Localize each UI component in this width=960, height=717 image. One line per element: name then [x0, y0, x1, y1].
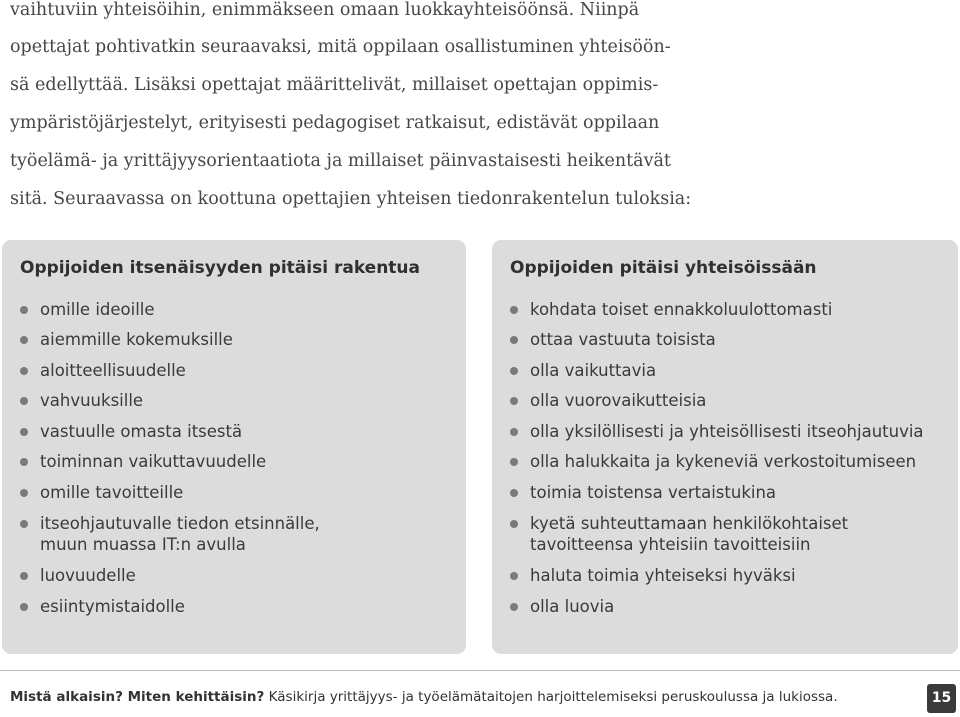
bullet-icon — [20, 572, 28, 580]
bullet-icon — [20, 520, 28, 528]
list-item — [20, 482, 183, 503]
list-item — [510, 421, 924, 442]
list-item — [20, 299, 155, 320]
bullet-icon — [510, 520, 518, 528]
list-item-text: vahvuuksille — [40, 391, 144, 410]
autonomy-box — [2, 240, 466, 654]
paragraph-line: sitä. Seuraavassa on koottuna opettajien yhteisen tiedonrakentelun tuloksia: — [10, 189, 692, 209]
community-box — [492, 240, 958, 654]
bullet-icon — [20, 397, 28, 405]
bullet-icon — [20, 367, 28, 375]
bullet-icon — [510, 603, 518, 611]
list-item-text: luovuudelle — [40, 566, 136, 585]
bullet-icon — [20, 489, 28, 497]
list-item — [510, 482, 776, 503]
bullet-icon — [510, 428, 518, 436]
bullet-icon — [20, 428, 28, 436]
list-item-text: olla luovia — [530, 597, 615, 616]
list-item — [510, 299, 832, 320]
bullet-icon — [20, 603, 28, 611]
list-item — [20, 513, 320, 555]
list-item — [20, 451, 266, 472]
footer — [10, 689, 838, 705]
bullet-icon — [20, 336, 28, 344]
list-item-text: esiintymistaidolle — [40, 597, 185, 616]
bullet-icon — [510, 572, 518, 580]
list-item — [20, 360, 186, 381]
list-item-text: olla vaikuttavia — [530, 361, 657, 380]
list-item — [20, 390, 143, 411]
list-item-text: aiemmille kokemuksille — [40, 330, 233, 349]
list-item — [20, 329, 233, 350]
footer-series-title: Mistä alkaisin? Miten kehittäisin? — [10, 689, 265, 705]
list-item — [510, 451, 916, 472]
paragraph-line: sä edellyttää. Lisäksi opettajat määrittelivät, millaiset opettajan oppimis- — [10, 75, 659, 95]
list-item — [510, 390, 706, 411]
footer-book-title: Käsikirja yrittäjyys- ja työelämätaitojen harjoittelemiseksi peruskoulussa ja lukiossa. — [264, 689, 838, 705]
list-item-text: ottaa vastuuta toisista — [530, 330, 716, 349]
list-item-text: kyetä suhteuttamaan henkilökohtaiset tavoitteensa yhteisiin tavoitteisiin — [530, 514, 849, 554]
paragraph-line: vaihtuviin yhteisöihin, enimmäkseen omaan luokkayhteisöönsä. Niinpä — [10, 0, 640, 20]
list-item — [20, 421, 242, 442]
list-item-text: aloitteellisuudelle — [40, 361, 186, 380]
page-number-badge: 15 — [927, 684, 956, 713]
bullet-icon — [510, 458, 518, 466]
list-item-text: kohdata toiset ennakkoluulottomasti — [530, 300, 833, 319]
paragraph-line: ympäristöjärjestelyt, erityisesti pedagogiset ratkaisut, edistävät oppilaan — [10, 113, 660, 133]
list-item — [20, 596, 185, 617]
list-item-text: haluta toimia yhteiseksi hyväksi — [530, 566, 796, 585]
list-item-text: toiminnan vaikuttavuudelle — [40, 452, 267, 471]
list-item-text: vastuulle omasta itsestä — [40, 422, 243, 441]
bullet-icon — [20, 306, 28, 314]
list-item — [510, 360, 656, 381]
autonomy-box-title: Oppijoiden itsenäisyyden pitäisi rakentua — [20, 258, 420, 278]
list-item-text: toimia toistensa vertaistukina — [530, 483, 777, 502]
list-item-text: itseohjautuvalle tiedon etsinnälle, muun muassa IT:n avulla — [40, 514, 320, 554]
bullet-icon — [510, 397, 518, 405]
community-box-title: Oppijoiden pitäisi yhteisöissään — [510, 258, 817, 278]
list-item-text: omille tavoitteille — [40, 483, 184, 502]
paragraph-line: työelämä- ja yrittäjyysorientaatiota ja millaiset päinvastaisesti heikentävät — [10, 151, 671, 171]
paragraph-line: opettajat pohtivatkin seuraavaksi, mitä oppilaan osallistuminen yhteisöön- — [10, 37, 671, 57]
bullet-icon — [510, 306, 518, 314]
list-item — [20, 565, 136, 586]
list-item — [510, 565, 796, 586]
bullet-icon — [510, 367, 518, 375]
list-item-text: omille ideoille — [40, 300, 155, 319]
footer-divider — [0, 670, 960, 671]
bullet-icon — [510, 336, 518, 344]
bullet-icon — [20, 458, 28, 466]
list-item — [510, 513, 848, 555]
list-item — [510, 329, 716, 350]
list-item-text: olla yksilöllisesti ja yhteisöllisesti itseohjautuvia — [530, 422, 924, 441]
list-item — [510, 596, 614, 617]
list-item-text: olla vuorovaikutteisia — [530, 391, 707, 410]
list-item-text: olla halukkaita ja kykeneviä verkostoitumiseen — [530, 452, 917, 471]
bullet-icon — [510, 489, 518, 497]
